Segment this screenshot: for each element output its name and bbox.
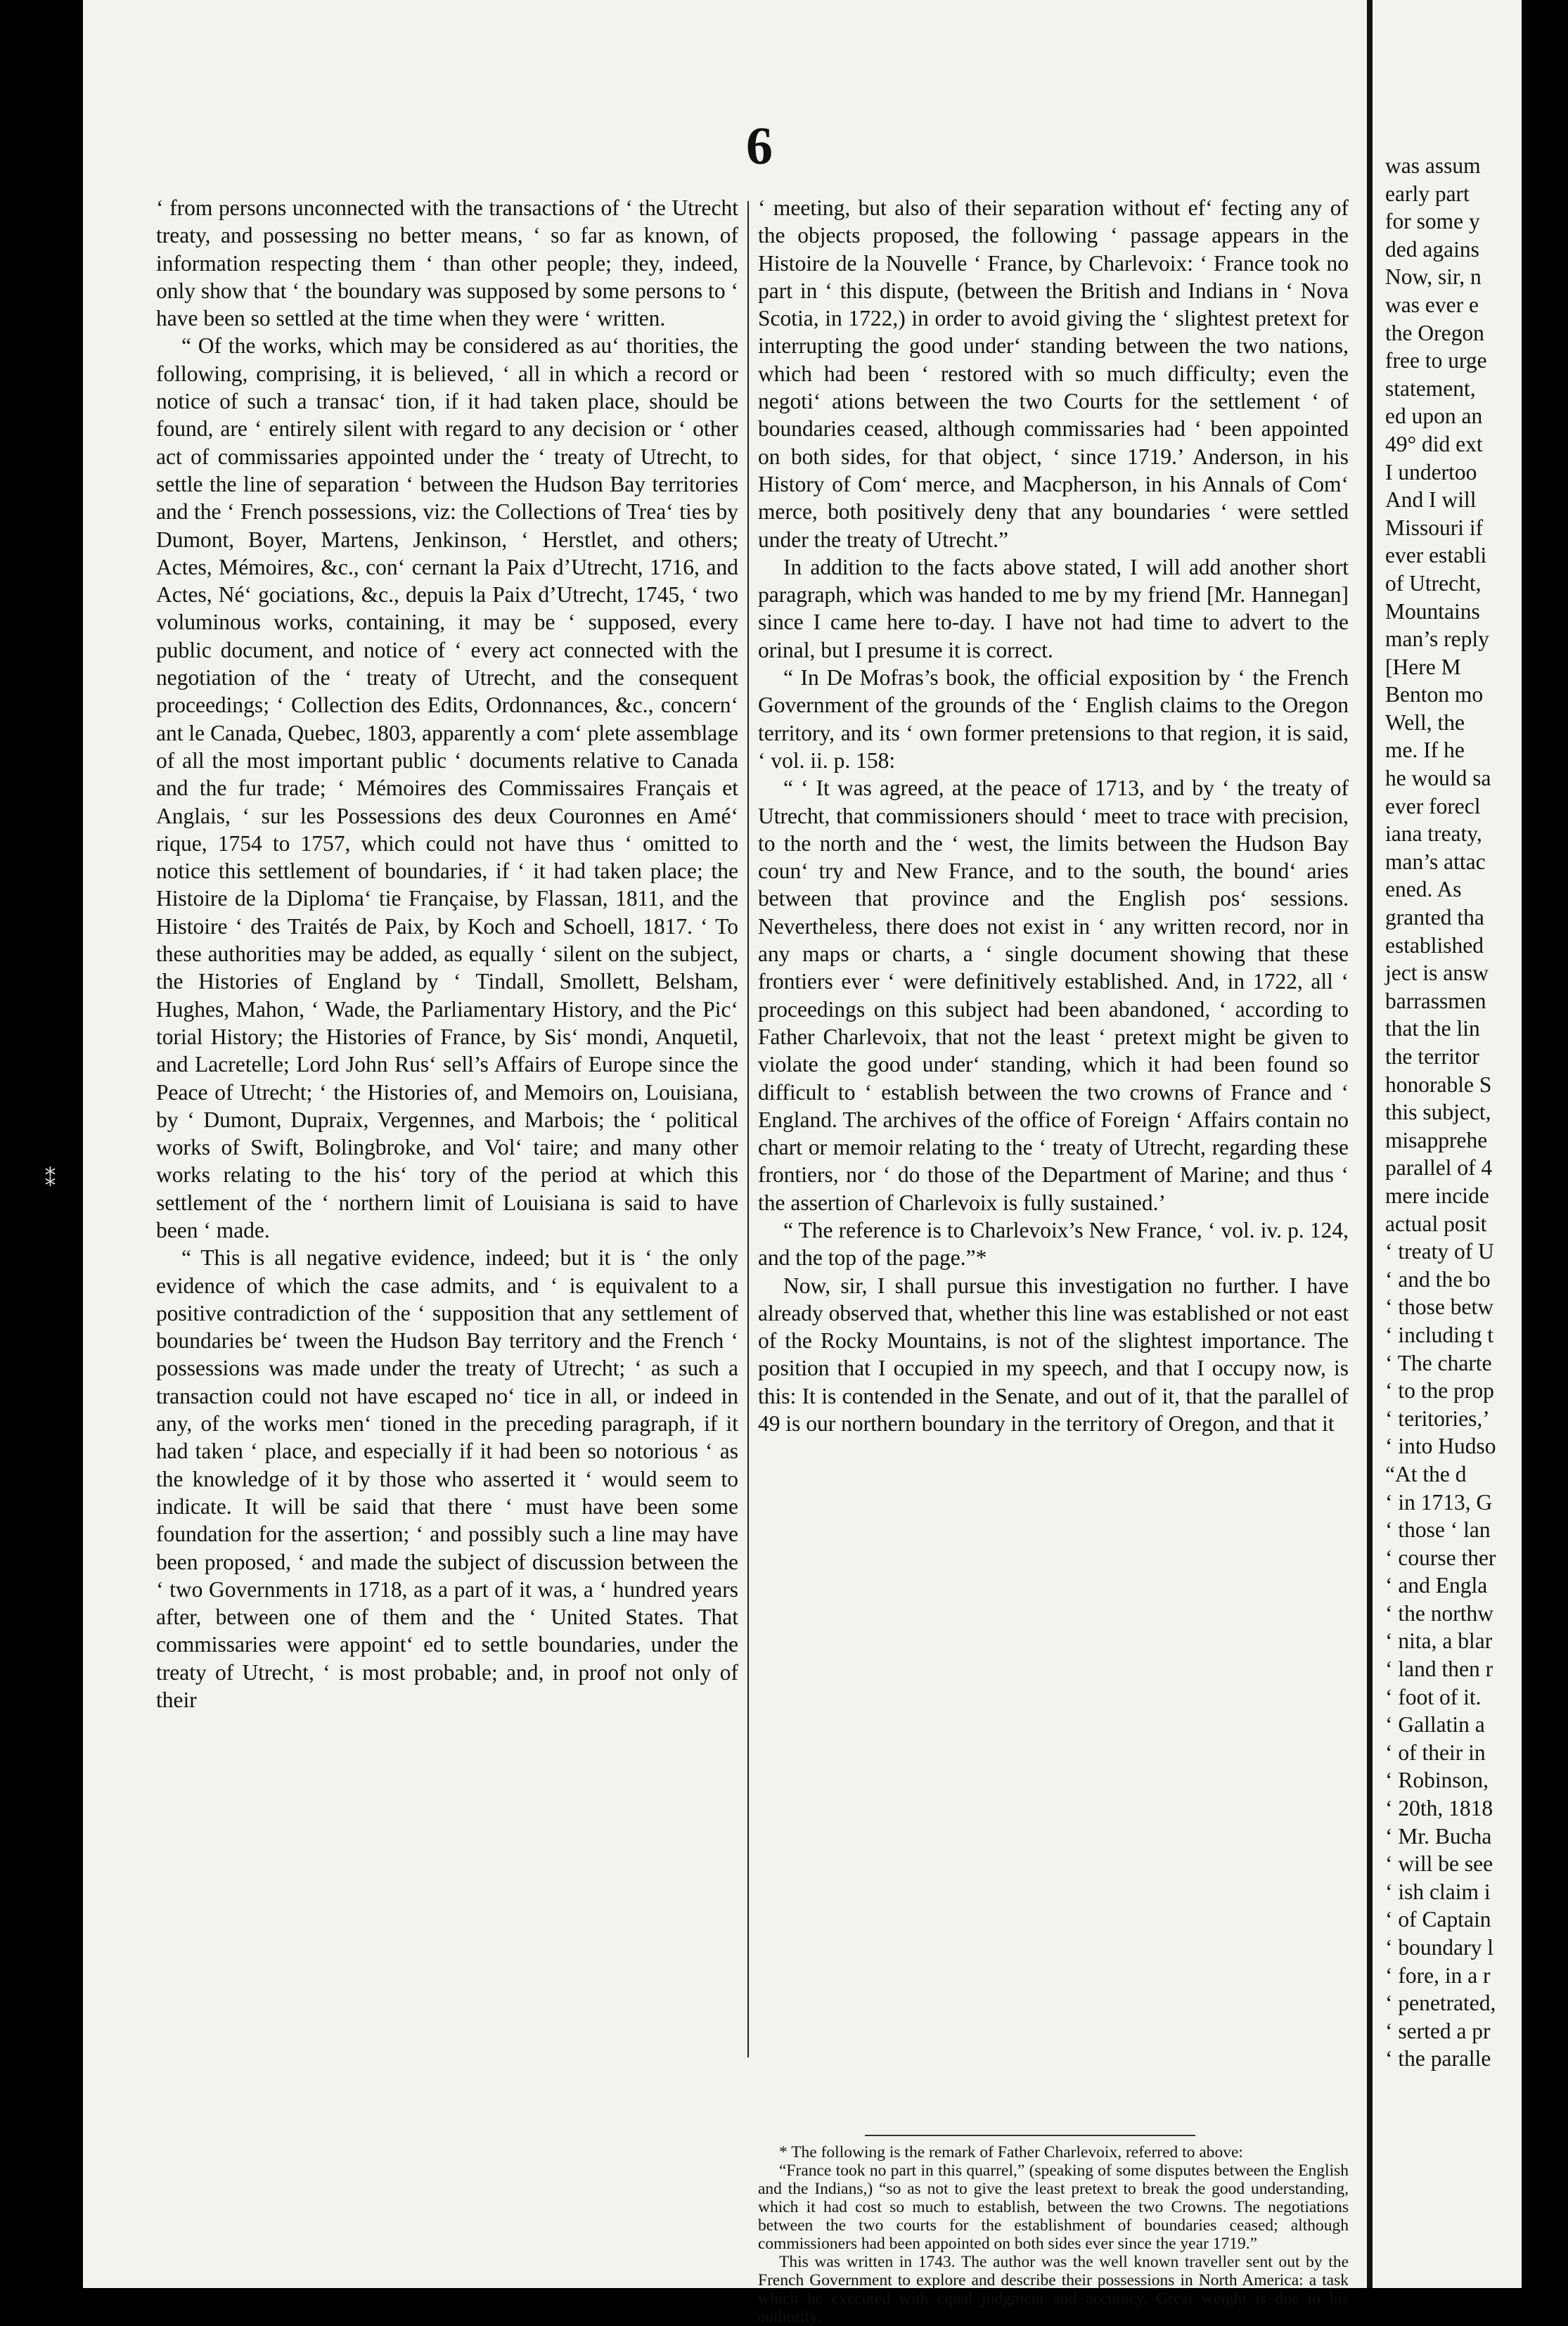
fragment-line: ‘ teritories,’ <box>1385 1406 1490 1431</box>
fragment-line: “At the d <box>1385 1461 1467 1486</box>
fragment-line: ‘ foot of it. <box>1385 1684 1482 1709</box>
column-divider <box>747 201 749 2057</box>
fragment-line: he would sa <box>1385 766 1491 791</box>
fragment-line: ‘ those betw <box>1385 1294 1493 1320</box>
paragraph: “ Of the works, which may be considered as au‘ thorities, the following, comprising, it is believed, ‘ all in which a record or notice of such a transac‘ tion, if it had taken place, should be found, are ‘ entirely silent with regard to any decision or ‘ other act of commissaries appointed under the ‘ treaty of Utrecht, to settle the line of separation ‘ between the Hudson Bay territories and the ‘ French possessions, viz: the Collections of Trea‘ ties by Dumont, Boyer, Martens, Jenkinson, ‘ Herstlet, and others; Actes, Mémoires, &c., con‘ cernant la Paix d’Utrecht, 1716, and Actes, Né‘ gociations, &c., depuis la Paix d’Utrecht, 1745, ‘ two voluminous works, containing, it may be ‘ supposed, every public document, and notice of ‘ every act connected with the negotiation of the ‘ treaty of Utrecht, and the consequent proceedings; ‘ Collection des Edits, Ordonnances, &c., concern‘ ant le Canada, Quebec, 1803, apparently a com‘ plete assemblage of all the most important public ‘ documents relative to Canada and the fur trade; ‘ Mémoires des Commissaires Français et Anglais, ‘ sur les Possessions des deux Couronnes en Amé‘ rique, 1754 to 1757, which could not have thus ‘ omitted to notice this settlement of boundaries, if ‘ it had taken place; the Histoire de la Diploma‘ tie Française, by Flassan, 1811, and the Histoire ‘ des Traités de Paix, by Koch and Schoell, 1817. ‘ To these authorities may be added, as equally ‘ silent on the subject, the Histories of England by ‘ Tindall, Smollett, Belsham, Hughes, Mahon, ‘ Wade, the Parliamentary History, and the Pic‘ torial History; the Histories of France, by Sis‘ mondi, Anquetil, and Lacretelle; Lord John Rus‘ sell’s Affairs of Europe since the Peace of Utrecht; ‘ the Histories of, and Memoirs on, Louisiana, by ‘ Dumont, Dupraix, Vergennes, and Marbois; the ‘ political works of Swift, Bolingbroke, and Vol‘ taire; and many other works relating to the his‘ tory of the period at which this settlement of the ‘ northern limit of Louisiana is said to have been ‘ made. <box>156 333 738 1242</box>
fragment-line: parallel of 4 <box>1385 1155 1493 1181</box>
fragment-line: [Here M <box>1385 654 1461 679</box>
fragment-line: man’s attac <box>1385 849 1486 874</box>
fragment-line: the Oregon <box>1385 320 1484 345</box>
middle-column <box>758 194 1349 2078</box>
fragment-line: early part <box>1385 181 1470 206</box>
fragment-line: ever forecl <box>1385 793 1481 818</box>
fragment-line: ject is answ <box>1385 960 1489 986</box>
fragment-line: ‘ The charte <box>1385 1350 1492 1375</box>
fragment-line: man’s reply <box>1385 627 1489 652</box>
fragment-line: was ever e <box>1385 292 1479 317</box>
fragment-line: ‘ including t <box>1385 1322 1493 1347</box>
fragment-line: ‘ land then r <box>1385 1657 1493 1682</box>
fragment-line: Missouri if <box>1385 515 1484 540</box>
fragment-line: ed upon an <box>1385 404 1483 429</box>
fragment-line: ‘ of their in <box>1385 1740 1486 1765</box>
fragment-line: ‘ fore, in a r <box>1385 1962 1491 1988</box>
fragment-line: ‘ penetrated, <box>1385 1991 1496 2016</box>
fragment-line: barrassmen <box>1385 988 1486 1013</box>
fragment-line: ded agains <box>1385 236 1479 262</box>
fragment-line: ‘ into Hudso <box>1385 1434 1496 1459</box>
fragment-line: ‘ the northw <box>1385 1600 1493 1626</box>
fragment-line: Benton mo <box>1385 682 1484 707</box>
fragment-line: ‘ nita, a blar <box>1385 1628 1493 1654</box>
fragment-line: honorable S <box>1385 1072 1492 1097</box>
fragment-line: ‘ will be see <box>1385 1851 1493 1877</box>
fragment-line: that the lin <box>1385 1016 1480 1041</box>
footnote-paragraph: This was written in 1743. The author was the well known traveller sent out by the French Government to explore and describe their possessions in North America: a task which he executed with equal judgment and accuracy. Great weight is due to his authority. <box>758 2253 1349 2326</box>
fragment-line: this subject, <box>1385 1100 1491 1125</box>
margin-mark: ⁑ <box>45 1168 56 1191</box>
paragraph: Now, sir, I shall pursue this investigation no further. I have already observed that, whether this line was established or not east of the Rocky Mountains, is not of the slightest importance. The position that I occupied in my speech, and that I occupy now, is this: It is contended in the Senate, and out of it, that the parallel of 49 is our northern boundary in the territory of Oregon, and that it <box>758 1273 1349 1437</box>
fragment-line: ‘ boundary l <box>1385 1935 1493 1960</box>
paragraph: “ In De Mofras’s book, the official exposition by ‘ the French Government of the grounds of the ‘ English claims to the Oregon territory, and its ‘ own former pretensions to that region, it is said, ‘ vol. ii. p. 158: <box>758 665 1349 773</box>
fragment-line: the territor <box>1385 1044 1479 1069</box>
fragment-line: I undertoo <box>1385 459 1477 484</box>
fragment-line: iana treaty, <box>1385 821 1482 847</box>
fragment-line: ever establi <box>1385 543 1487 568</box>
fragment-line: established <box>1385 932 1484 958</box>
fragment-line: ‘ the paralle <box>1385 2046 1491 2071</box>
fragment-line: 49° did ext <box>1385 431 1483 456</box>
fragment-line: ‘ ish claim i <box>1385 1879 1491 1904</box>
fragment-line: ‘ treaty of U <box>1385 1239 1494 1264</box>
fragment-line: was assum <box>1385 153 1481 178</box>
fragment-line: ‘ those ‘ lan <box>1385 1517 1491 1543</box>
fragment-line: Mountains <box>1385 598 1480 624</box>
left-column <box>156 194 738 2093</box>
fragment-line: ‘ in 1713, G <box>1385 1489 1493 1515</box>
fragment-line: ‘ and Engla <box>1385 1573 1488 1598</box>
fragment-line: mere incide <box>1385 1183 1489 1208</box>
footnote <box>758 2143 1349 2326</box>
fragment-line: for some y <box>1385 209 1480 234</box>
fragment-line: Well, the <box>1385 709 1465 735</box>
fragment-line: ‘ Mr. Bucha <box>1385 1823 1492 1849</box>
fragment-line: And I will <box>1385 487 1477 513</box>
footnote-paragraph: “France took no part in this quarrel,” (speaking of some disputes between the English and the Indians,) “so as not to give the least pretext to break the good understanding, which it had cost so much to establish, between the two Crowns. The negotiations between the two courts for the establishment of boundaries ceased; although commissioners had been appointed on both sides ever since the year 1719.” <box>758 2161 1349 2253</box>
fragment-line: ‘ and the bo <box>1385 1266 1491 1292</box>
fragment-line: of Utrecht, <box>1385 570 1482 596</box>
paragraph: “ ‘ It was agreed, at the peace of 1713, and by ‘ the treaty of Utrecht, that commissioners should ‘ meet to trace with precision, to the north and the ‘ west, the limits between the Hudson Bay coun‘ try and New France, and to the south, the bound‘ aries between that province and the English pos‘ sessions. Nevertheless, there does not exist in ‘ any written record, nor in any maps or charts, a ‘ single document showing that these frontiers ever ‘ were definitively established. And, in 1722, all ‘ proceedings on this subject had been abandoned, ‘ according to Father Charlevoix, that not the least ‘ pretext might be given to violate the good under‘ standing, which it had been found so difficult to ‘ establish between the two crowns of France and ‘ England. The archives of the office of Foreign ‘ Affairs contain no chart or memoir relating to the ‘ treaty of Utrecht, regarding these frontiers, nor ‘ do those of the Department of Marine; and thus ‘ the assertion of Charlevoix is fully sustained.’ <box>758 776 1349 1215</box>
fragment-line: actual posit <box>1385 1211 1487 1236</box>
paragraph: “ The reference is to Charlevoix’s New France, ‘ vol. iv. p. 124, and the top of the page.”* <box>758 1217 1349 1271</box>
fragment-line: ‘ course ther <box>1385 1545 1496 1570</box>
footnote-paragraph: * The following is the remark of Father Charlevoix, referred to above: <box>779 2143 1243 2161</box>
page-gutter <box>1367 0 1373 2288</box>
fragment-line: misapprehe <box>1385 1127 1488 1152</box>
page-number: 6 <box>746 117 773 176</box>
fragment-line: ‘ serted a pr <box>1385 2018 1491 2043</box>
fragment-line: ened. As <box>1385 877 1462 902</box>
fragment-line: granted tha <box>1385 905 1484 930</box>
fragment-line: ‘ Robinson, <box>1385 1768 1489 1793</box>
fragment-line: ‘ to the prop <box>1385 1378 1494 1403</box>
fragment-line: Now, sir, n <box>1385 264 1482 290</box>
paragraph: “ This is all negative evidence, indeed; but it is ‘ the only evidence of which the case admits, and ‘ is equivalent to a positive contradiction of the ‘ supposition that any settlement of boundaries be‘ tween the Hudson Bay territory and the French ‘ possessions was made under the treaty of Utrecht; ‘ as such a transaction could not have escaped no‘ tice in all, or indeed in any, of the works men‘ tioned in the preceding paragraph, if it had taken ‘ place, and especially if it had been so notorious ‘ as the knowledge of it by those who asserted it ‘ would seem to indicate. It will be said that there ‘ must have been some foundation for the assertion; ‘ and possibly such a line may have been proposed, ‘ and made the subject of discussion between the ‘ two Governments in 1718, as a part of it was, a ‘ hundred years after, between one of them and the ‘ United States. That commissaries were appoint‘ ed to settle boundaries, under the treaty of Utrecht, ‘ is most probable; and, in proof not only of their <box>156 1245 738 1713</box>
paragraph: In addition to the facts above stated, I will add another short paragraph, which was handed to me by my friend [Mr. Hannegan] since I came here to-day. I have not had time to advert to the orinal, but I presume it is correct. <box>758 554 1349 662</box>
paragraph: ‘ from persons unconnected with the transactions of ‘ the Utrecht treaty, and possessing no better means, ‘ so far as known, of information respecting them ‘ than other people; they, indeed, only show that ‘ the boundary was supposed by some persons to ‘ have been so settled at the time when they were ‘ written. <box>156 195 738 331</box>
fragment-line: ‘ 20th, 1818 <box>1385 1796 1493 1821</box>
fragment-line: statement, <box>1385 375 1476 401</box>
fragment-line: ‘ of Captain <box>1385 1907 1491 1932</box>
right-column-fragment <box>1385 152 1568 2121</box>
fragment-line: ‘ Gallatin a <box>1385 1712 1485 1737</box>
fragment-line: free to urge <box>1385 348 1487 373</box>
fragment-line: me. If he <box>1385 738 1465 763</box>
footnote-rule <box>865 2135 1195 2136</box>
paragraph: ‘ meeting, but also of their separation without ef‘ fecting any of the objects proposed, the following ‘ passage appears in the Histoire de la Nouvelle ‘ France, by Charlevoix: ‘ France took no part in ‘ this dispute, (between the British and Indians in ‘ Nova Scotia, in 1722,) in order to avoid giving the ‘ slightest pretext for interrupting the good under‘ standing between the two nations, which had been ‘ restored with so much difficulty; even the negoti‘ ations between the two Courts for the settlement ‘ of boundaries ceased, although commissaries had ‘ been appointed on both sides, for that object, ‘ since 1719.’ Anderson, in his History of Com‘ merce, and Macpherson, in his Annals of Com‘ merce, both positively deny that any boundaries ‘ were settled under the treaty of Utrecht.” <box>758 195 1349 552</box>
